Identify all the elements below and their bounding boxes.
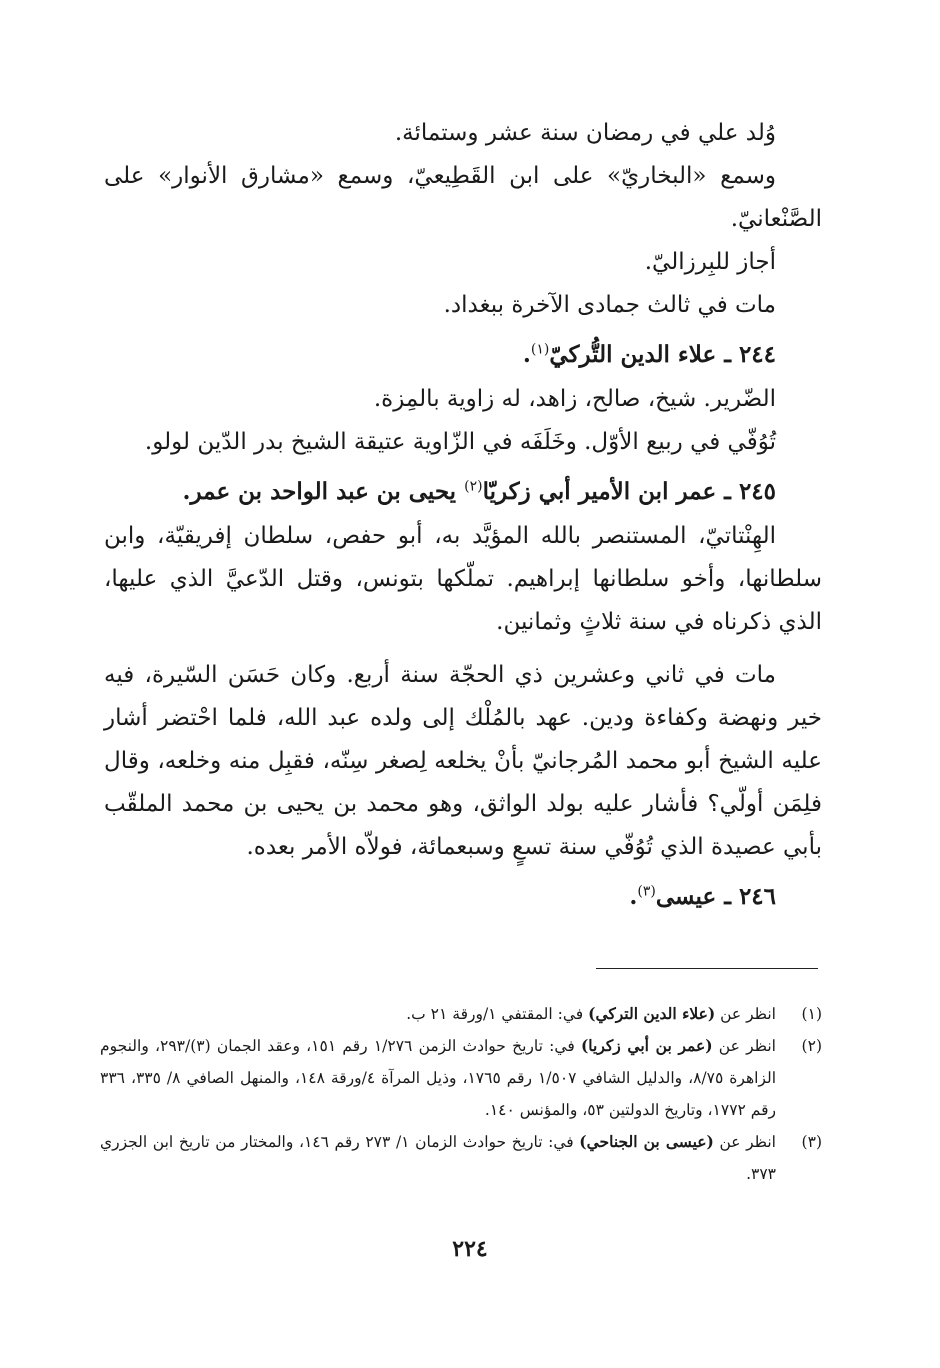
footnote-ref: (١) — [530, 341, 550, 358]
heading-tail: يحيى بن عبد الواحد بن عمر. — [182, 478, 465, 505]
entry-heading — [104, 333, 822, 376]
paragraph: وُلد علي في رمضان سنة عشر وستمائة. — [394, 120, 776, 146]
heading-text: ٢٤٥ ـ عمر ابن الأمير أبي زكريّا — [482, 478, 776, 505]
paragraph: وسمع «البخاريّ» على ابن القَطِيعيّ، وسمع «مشارق الأنوار» على الصَّنْعانيّ. — [104, 163, 822, 232]
heading-tail: . — [522, 341, 531, 368]
footnote-text: في: تاريخ حوادث الزمان ١/ ٢٧٣ رقم ١٤٦، والمختار من تاريخ ابن الجزري ٣٧٣. — [100, 1133, 776, 1183]
paragraph: أجاز للبِرزاليّ. — [644, 249, 776, 275]
footnote — [100, 1126, 822, 1190]
footnote — [100, 1030, 822, 1126]
footnote-text: في: المقتفي ١/ورقة ٢١ ب. — [406, 1005, 589, 1023]
heading-tail: . — [629, 883, 638, 910]
entry-heading — [104, 470, 822, 513]
paragraph: الضّرير. شيخ، صالح، زاهد، له زاوية بالمِزة. — [373, 386, 776, 412]
footnotes — [100, 998, 822, 1190]
footnote — [100, 998, 822, 1030]
footnote-text: في: تاريخ حوادث الزمن ١/٢٧٦ رقم ١٥١، وعقد الجمان (٣)/٢٩٣، والنجوم الزاهرة ٨/٧٥، والدليل الشافي ١/٥٠٧ رقم ١٧٦٥، وذيل المرآة ٤/ورقة ١٤٨، والمنهل الصافي ٨/ ٣٣٥، ٣٣٦ رقم ١٧٧٢، وتاريخ الدولتين ٥٣، والمؤنس ١٤٠. — [100, 1037, 777, 1119]
footnote-number: (٣) — [801, 1133, 822, 1151]
paragraph: مات في ثالث جمادى الآخرة ببغداد. — [443, 292, 776, 318]
footnote-number: (٢) — [801, 1037, 822, 1055]
footnote-prefix: انظر عن — [715, 1005, 776, 1023]
footnote-ref: (٣) — [637, 883, 656, 900]
footnote-separator — [596, 968, 818, 969]
footnote-ref: (٢) — [464, 478, 483, 495]
footnote-subject: (عمر بن أبي زكريا) — [580, 1036, 713, 1055]
paragraph: تُوُفّي في ربيع الأوّل. وخَلَفَه في الزّاوية عتيقة الشيخ بدر الدّين لولو. — [144, 429, 776, 455]
paragraph: الهِنْتاتيّ، المستنصر بالله المؤيَّد به، أبو حفص، سلطان إفريقيّة، وابن سلطانها، وأخو سلطانها إبراهيم. تملّكها بتونس، وقتل الدّعيَّ الذي عليها، الذي ذكرناه في سنة ثلاثٍ وثمانين. — [104, 523, 822, 635]
footnote-prefix: انظر عن — [713, 1133, 776, 1151]
heading-text: ٢٤٤ ـ علاء الدين التُّركيّ — [549, 341, 776, 368]
footnote-subject: (علاء الدين التركي) — [588, 1004, 716, 1023]
footnote-subject: (عيسى بن الجناحي) — [579, 1132, 714, 1151]
footnote-prefix: انظر عن — [712, 1037, 776, 1055]
page-number: ٢٢٤ — [452, 1236, 488, 1262]
main-text — [104, 112, 822, 920]
paragraph: مات في ثاني وعشرين ذي الحجّة سنة أربع. وكان حَسَن السّيرة، فيه خير ونهضة وكفاءة ودين. عهد بالمُلْك إلى ولده عبد الله، فلما احْتضر أشار عليه الشيخ أبو محمد المُرجانيّ بأنْ يخلعه لِصغر سِنّه، فقبِل منه وخلعه، وقال فلِمَن أولّي؟ فأشار عليه بولد الواثق، وهو محمد بن يحيى بن محمد الملقّب بأبي عصيدة الذي تُوُفّي سنة تسعٍ وسبعمائة، فولاّه الأمر بعده. — [104, 662, 822, 860]
heading-text: ٢٤٦ ـ عيسى — [655, 883, 776, 910]
entry-heading — [104, 875, 822, 918]
footnote-number: (١) — [801, 1005, 822, 1023]
